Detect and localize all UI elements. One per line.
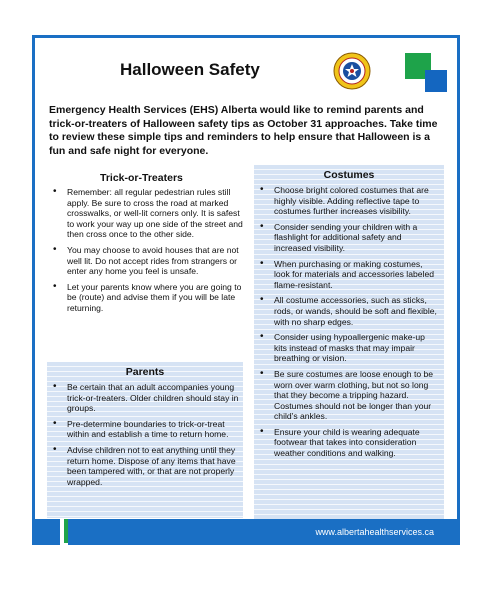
list-item: • Ensure your child is wearing adequate footwear that takes into consideration weather conditions and walking. <box>254 427 444 459</box>
list-item: • Choose bright colored costumes that are highly visible. Adding reflective tape to costumes further increases visibility. <box>254 185 444 217</box>
list-item: • Advise children not to eat anything until they return home. Dispose of any items that have been tampered with, or that are not properly wrapped. <box>47 445 243 487</box>
ems-seal-icon <box>333 52 371 90</box>
list-item: • Remember: all regular pedestrian rules still apply. Be sure to cross the road at marked crosswalks, or well-lit corners only. It is safest to work your way up one side of the street and then cross once to the other side. <box>47 187 247 240</box>
list-item: • You may choose to avoid houses that are not well lit. Do not accept rides from strangers or enter any home you feel is unsafe. <box>47 245 247 277</box>
costumes-box <box>254 165 444 520</box>
list-item: • Be sure costumes are loose enough to be worn over warm clothing, but not so long that they become a tripping hazard. Costumes should not be longer than your child's ankles. <box>254 369 444 422</box>
list-item: • Be certain that an adult accompanies young trick-or-treaters. Older children should stay in groups. <box>47 382 243 414</box>
parents-heading: Parents <box>125 366 165 378</box>
list-item: • Pre-determine boundaries to trick-or-treat within and establish a time to return home. <box>47 419 243 440</box>
ahs-logo-square-icon <box>425 70 447 92</box>
intro-paragraph: Emergency Health Services (EHS) Alberta would like to remind parents and trick-or-treaters of Halloween safety tips as October 31 approaches. Take time to review these simple tips and reminders to help ensure that Halloween is a fun and safe night for everyone. <box>49 104 438 157</box>
page-title: Halloween Safety <box>120 60 260 79</box>
footer-url-link[interactable]: www.albertahealthservices.ca <box>315 527 434 537</box>
list-item: • Consider using hypoallergenic make-up kits instead of masks that may impair breathing or vision. <box>254 332 444 364</box>
parents-box <box>47 362 243 518</box>
list-item: • All costume accessories, such as sticks, rods, or wands, should be soft and flexible, with no sharp edges. <box>254 295 444 327</box>
costumes-heading: Costumes <box>323 169 375 181</box>
list-item: • Consider sending your children with a flashlight for additional safety and increased visibility. <box>254 222 444 254</box>
costumes-list <box>254 185 444 459</box>
list-item: • Let your parents know where you are going to be (route) and advise them if you will be late returning. <box>47 282 247 314</box>
parents-list <box>47 382 243 487</box>
footer-bar <box>32 519 460 545</box>
footer-green-accent <box>64 519 68 543</box>
list-item: • When purchasing or making costumes, look for materials and accessories labeled flame-resistant. <box>254 259 444 291</box>
trick-or-treaters-list <box>47 187 247 319</box>
trick-or-treaters-heading: Trick-or-Treaters <box>100 172 183 184</box>
